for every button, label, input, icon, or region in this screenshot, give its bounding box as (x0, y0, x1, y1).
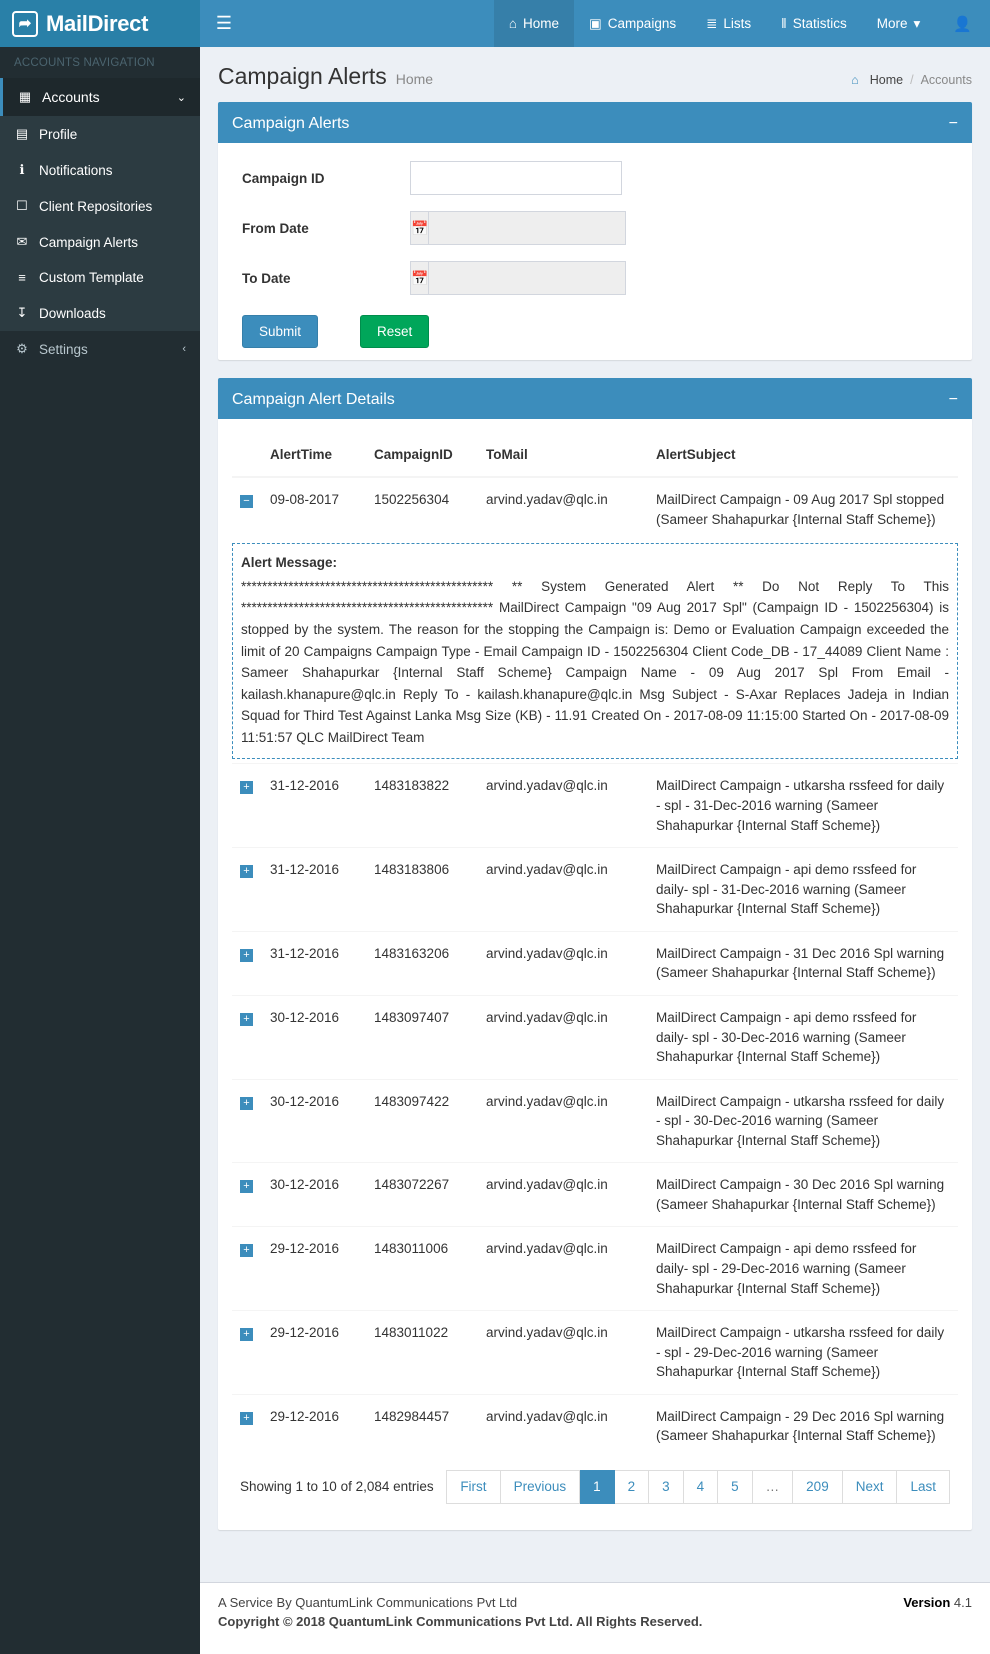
to-date-input[interactable] (428, 261, 626, 295)
pagination (446, 1470, 950, 1504)
details-box-title: Campaign Alert Details (232, 391, 395, 408)
sidebar-toggle-icon[interactable]: ☰ (215, 13, 233, 33)
footer-version (903, 1595, 972, 1610)
sidebar-item-campaign-alerts[interactable] (0, 224, 200, 260)
expand-cell[interactable] (232, 1079, 262, 1163)
reset-button[interactable]: Reset (360, 315, 429, 348)
sidebar-item-client-repositories[interactable] (0, 188, 200, 224)
breadcrumb (851, 73, 972, 87)
page-next[interactable]: Next (843, 1470, 898, 1504)
expand-row-icon[interactable]: + (240, 1097, 253, 1110)
download-icon: ↧ (16, 305, 28, 320)
sidebar-item-label: Notifications (39, 162, 113, 178)
cell-alerttime: 31-12-2016 (262, 931, 366, 995)
table-row[interactable] (232, 931, 958, 995)
expand-row-icon[interactable]: + (240, 781, 253, 794)
from-date-group (410, 211, 622, 245)
details-box-body (218, 419, 972, 1530)
filter-box-title: Campaign Alerts (232, 115, 350, 132)
footer-version-label: Version (903, 1595, 951, 1610)
profile-icon: ▤ (15, 126, 29, 141)
calendar-icon[interactable]: 📅 (410, 261, 428, 295)
cell-alerttime: 29-12-2016 (262, 1227, 366, 1311)
sidebar-item-label: Profile (39, 126, 78, 142)
collapse-icon[interactable]: − (948, 391, 958, 408)
table-row[interactable] (232, 1227, 958, 1311)
nav-item-lists[interactable] (691, 0, 766, 47)
table-row[interactable] (232, 1311, 958, 1395)
brand-logo[interactable] (0, 0, 200, 47)
page-title: Campaign Alerts (218, 63, 387, 89)
expand-row-icon[interactable]: + (240, 1412, 253, 1425)
cell-alertsubject: MailDirect Campaign - utkarsha rssfeed for daily - spl - 29-Dec-2016 warning (Sameer Shahapurkar {Internal Staff Scheme}) (648, 1311, 958, 1395)
repository-icon: ☐ (16, 198, 28, 213)
alert-message-title: Alert Message: (241, 555, 338, 571)
footer-service-text: A Service By QuantumLink Communications Pvt Ltd (218, 1595, 518, 1610)
chevron-down-icon: ▾ (913, 15, 921, 31)
expand-row-icon[interactable]: + (240, 1244, 253, 1257)
nav-item-campaigns[interactable] (574, 0, 691, 47)
page-5[interactable]: 5 (718, 1470, 753, 1504)
expand-cell[interactable] (232, 931, 262, 995)
page-first[interactable]: First (446, 1470, 500, 1504)
campaigns-icon: ▣ (589, 15, 602, 31)
details-box-header (218, 381, 972, 419)
sidebar-item-profile[interactable] (0, 116, 200, 152)
page-2[interactable]: 2 (615, 1470, 650, 1504)
sidebar-item-label: Downloads (39, 305, 106, 321)
cell-tomail: arvind.yadav@qlc.in (478, 1311, 648, 1395)
page-header (200, 47, 990, 102)
filter-actions (232, 315, 958, 348)
expand-row-icon[interactable]: + (240, 1180, 253, 1193)
page-footer (200, 1582, 990, 1654)
sidebar-item-label: Custom Template (39, 270, 144, 285)
cell-alerttime: 30-12-2016 (262, 1163, 366, 1227)
template-icon: ≡ (18, 270, 26, 285)
cell-campaignid: 1483163206 (366, 931, 478, 995)
from-date-row (232, 211, 958, 245)
cell-alertsubject: MailDirect Campaign - api demo rssfeed for daily- spl - 30-Dec-2016 warning (Sameer Shahapurkar {Internal Staff Scheme}) (648, 995, 958, 1079)
page-209[interactable]: 209 (793, 1470, 843, 1504)
cell-alertsubject: MailDirect Campaign - 30 Dec 2016 Spl warning (Sameer Shahapurkar {Internal Staff Scheme}) (648, 1163, 958, 1227)
page-3[interactable]: 3 (649, 1470, 684, 1504)
home-icon: ⌂ (508, 16, 518, 31)
chevron-left-icon: ‹ (182, 343, 186, 355)
campaign-id-row (232, 161, 958, 195)
sidebar-item-notifications[interactable] (0, 152, 200, 188)
brand-mark-icon: ➦ (12, 11, 38, 37)
brand-name: MailDirect (46, 10, 149, 36)
alert-detail-cell (232, 541, 958, 764)
expand-row-icon[interactable]: + (240, 1013, 253, 1026)
from-date-label: From Date (242, 220, 309, 236)
cell-alertsubject: MailDirect Campaign - api demo rssfeed for daily- spl - 29-Dec-2016 warning (Sameer Shahapurkar {Internal Staff Scheme}) (648, 1227, 958, 1311)
sidebar-item-label: Client Repositories (39, 198, 153, 214)
cell-alerttime: 09-08-2017 (262, 477, 366, 541)
to-date-group (410, 261, 622, 295)
breadcrumb-separator: / (910, 73, 914, 87)
cell-campaignid: 1483097422 (366, 1079, 478, 1163)
breadcrumb-current: Accounts (920, 73, 972, 87)
sidebar-item-downloads[interactable] (0, 295, 200, 331)
cell-campaignid: 1483072267 (366, 1163, 478, 1227)
cell-alerttime: 31-12-2016 (262, 764, 366, 848)
alert-detail-row (232, 541, 958, 764)
alert-message-text: ************************************************ ** System Generated Alert ** Do Not Reply To This ************************************************ MailDirect Campaign "09 Aug 2017 Spl" (Campaign ID - 1502256304) is stopped by the system. The reason for the stopping the Campaign is: Demo or Evaluation Campaign exceeded the limit of 20 Campaigns Campaign Type - Email Campaign ID - 1502256304 Client Code_DB - 17_44089 Client Name : Sameer Shahapurkar {Internal Staff Scheme} Campaign Name - 09 Aug 2017 Spl From Email - kailash.khanapure@qlc.in Reply To - kailash.khanapure@qlc.in Msg Subject - S-Axar Replaces Jadeja in Indian Squad for Third Test Against Lanka Msg Size (KB) - 11.91 Created On - 2017-08-09 11:15:00 Started On - 2017-08-09 11:51:57 QLC MailDirect Team (241, 578, 949, 745)
chevron-down-icon: ⌄ (176, 91, 186, 104)
calendar-icon[interactable]: 📅 (410, 211, 428, 245)
cell-campaignid: 1483183806 (366, 848, 478, 932)
nav-item-label: More (876, 16, 908, 31)
cell-tomail: arvind.yadav@qlc.in (478, 995, 648, 1079)
expand-row-icon[interactable]: + (240, 949, 253, 962)
nav-item-label: Campaigns (607, 16, 677, 31)
alerts-table (232, 437, 958, 1458)
cell-campaignid: 1483011022 (366, 1311, 478, 1395)
showing-entries: Showing 1 to 10 of 2,084 entries (240, 1479, 434, 1495)
cell-campaignid: 1502256304 (366, 477, 478, 541)
alerts-table-body (232, 477, 958, 1458)
sidebar-section-label: Accounts (42, 89, 100, 105)
page-ellipsis: … (753, 1470, 794, 1504)
cell-tomail: arvind.yadav@qlc.in (478, 477, 648, 541)
lists-icon: ≣ (706, 15, 718, 31)
page-previous[interactable]: Previous (501, 1470, 581, 1504)
cell-alertsubject: MailDirect Campaign - 31 Dec 2016 Spl warning (Sameer Shahapurkar {Internal Staff Scheme}) (648, 931, 958, 995)
navbar-menu (494, 0, 990, 47)
statistics-icon: ‖ (781, 16, 787, 31)
filter-box-header (218, 105, 972, 143)
expand-cell[interactable] (232, 764, 262, 848)
cell-campaignid: 1483183822 (366, 764, 478, 848)
cell-tomail: arvind.yadav@qlc.in (478, 848, 648, 932)
table-header-row (232, 437, 958, 477)
cell-campaignid: 1483011006 (366, 1227, 478, 1311)
footer-copyright: Copyright © 2018 QuantumLink Communications Pvt Ltd. All Rights Reserved. (218, 1614, 703, 1629)
cell-alerttime: 30-12-2016 (262, 995, 366, 1079)
info-icon: ℹ (19, 162, 25, 177)
gear-icon: ⚙ (16, 341, 28, 356)
nav-item-label: Lists (723, 16, 752, 31)
page-4[interactable]: 4 (684, 1470, 719, 1504)
campaign-alert-details-box (218, 378, 972, 1530)
campaign-id-label: Campaign ID (242, 170, 325, 186)
sidebar-item-custom-template[interactable] (0, 260, 200, 295)
sidebar (0, 47, 200, 1654)
table-row[interactable] (232, 1163, 958, 1227)
alert-message-panel (232, 543, 958, 759)
collapse-icon[interactable]: − (948, 115, 958, 132)
expand-row-icon[interactable]: + (240, 865, 253, 878)
alerts-table-head (232, 437, 958, 477)
cell-tomail: arvind.yadav@qlc.in (478, 931, 648, 995)
table-row[interactable] (232, 477, 958, 541)
footer-line-1 (218, 1595, 972, 1610)
expand-cell[interactable] (232, 995, 262, 1079)
table-row[interactable] (232, 995, 958, 1079)
sidebar-section-accounts[interactable] (0, 78, 200, 116)
sidebar-item-label: Campaign Alerts (39, 234, 139, 250)
nav-item-label: Statistics (792, 16, 847, 31)
table-row[interactable] (232, 1079, 958, 1163)
envelope-icon: ✉ (16, 234, 28, 249)
page-1[interactable]: 1 (580, 1470, 615, 1504)
cell-alerttime: 31-12-2016 (262, 848, 366, 932)
column-alerttime[interactable]: AlertTime (262, 437, 366, 477)
cell-tomail: arvind.yadav@qlc.in (478, 764, 648, 848)
expand-cell[interactable] (232, 477, 262, 541)
table-row[interactable] (232, 848, 958, 932)
cell-tomail: arvind.yadav@qlc.in (478, 1227, 648, 1311)
cell-alertsubject: MailDirect Campaign - 29 Dec 2016 Spl warning (Sameer Shahapurkar {Internal Staff Scheme}) (648, 1394, 958, 1458)
cell-campaignid: 1482984457 (366, 1394, 478, 1458)
column-tomail[interactable]: ToMail (478, 437, 648, 477)
sidebar-header: ACCOUNTS NAVIGATION (14, 57, 155, 69)
user-menu[interactable] (935, 0, 990, 47)
cell-alerttime: 29-12-2016 (262, 1311, 366, 1395)
expand-row-icon[interactable]: + (240, 1328, 253, 1341)
column-expand (232, 437, 262, 477)
cell-tomail: arvind.yadav@qlc.in (478, 1394, 648, 1458)
table-row[interactable] (232, 764, 958, 848)
nav-item-home[interactable] (494, 0, 574, 47)
filter-box-body (218, 143, 972, 360)
cell-alerttime: 30-12-2016 (262, 1079, 366, 1163)
to-date-row (232, 261, 958, 295)
cell-alertsubject: MailDirect Campaign - api demo rssfeed for daily- spl - 31-Dec-2016 warning (Sameer Shahapurkar {Internal Staff Scheme}) (648, 848, 958, 932)
page-subtitle: Home (395, 71, 434, 87)
nav-item-label: Home (523, 16, 560, 31)
nav-item-more[interactable] (862, 0, 936, 47)
cell-campaignid: 1483097407 (366, 995, 478, 1079)
page-last[interactable]: Last (897, 1470, 950, 1504)
table-footer (232, 1458, 958, 1518)
submit-button[interactable]: Submit (242, 315, 318, 348)
column-campaignid[interactable]: CampaignID (366, 437, 478, 477)
cell-alertsubject: MailDirect Campaign - utkarsha rssfeed for daily - spl - 30-Dec-2016 warning (Sameer Shahapurkar {Internal Staff Scheme}) (648, 1079, 958, 1163)
breadcrumb-home[interactable]: Home (869, 73, 904, 87)
cell-alerttime: 29-12-2016 (262, 1394, 366, 1458)
campaign-alerts-filter-box (218, 102, 972, 360)
user-icon: 👤 (953, 15, 972, 33)
expand-cell[interactable] (232, 1394, 262, 1458)
from-date-input[interactable] (428, 211, 626, 245)
collapse-row-icon[interactable]: − (240, 495, 253, 508)
sidebar-item-label: Settings (39, 341, 88, 357)
table-row[interactable] (232, 1394, 958, 1458)
main-content (200, 47, 990, 1654)
expand-cell[interactable] (232, 1227, 262, 1311)
home-icon: ⌂ (851, 73, 859, 87)
to-date-label: To Date (242, 270, 291, 286)
expand-cell[interactable] (232, 1311, 262, 1395)
footer-version-value: 4.1 (953, 1595, 972, 1610)
column-alertsubject[interactable]: AlertSubject (648, 437, 958, 477)
top-navbar (200, 0, 990, 47)
campaign-id-input[interactable] (410, 161, 622, 195)
nav-item-statistics[interactable] (766, 0, 862, 47)
cell-alertsubject: MailDirect Campaign - 09 Aug 2017 Spl stopped (Sameer Shahapurkar {Internal Staff Scheme}) (648, 477, 958, 541)
cell-alertsubject: MailDirect Campaign - utkarsha rssfeed for daily - spl - 31-Dec-2016 warning (Sameer Shahapurkar {Internal Staff Scheme}) (648, 764, 958, 848)
cell-tomail: arvind.yadav@qlc.in (478, 1079, 648, 1163)
cell-tomail: arvind.yadav@qlc.in (478, 1163, 648, 1227)
expand-cell[interactable] (232, 1163, 262, 1227)
sidebar-item-settings[interactable] (0, 331, 200, 367)
expand-cell[interactable] (232, 848, 262, 932)
grid-icon: ▦ (18, 89, 32, 104)
